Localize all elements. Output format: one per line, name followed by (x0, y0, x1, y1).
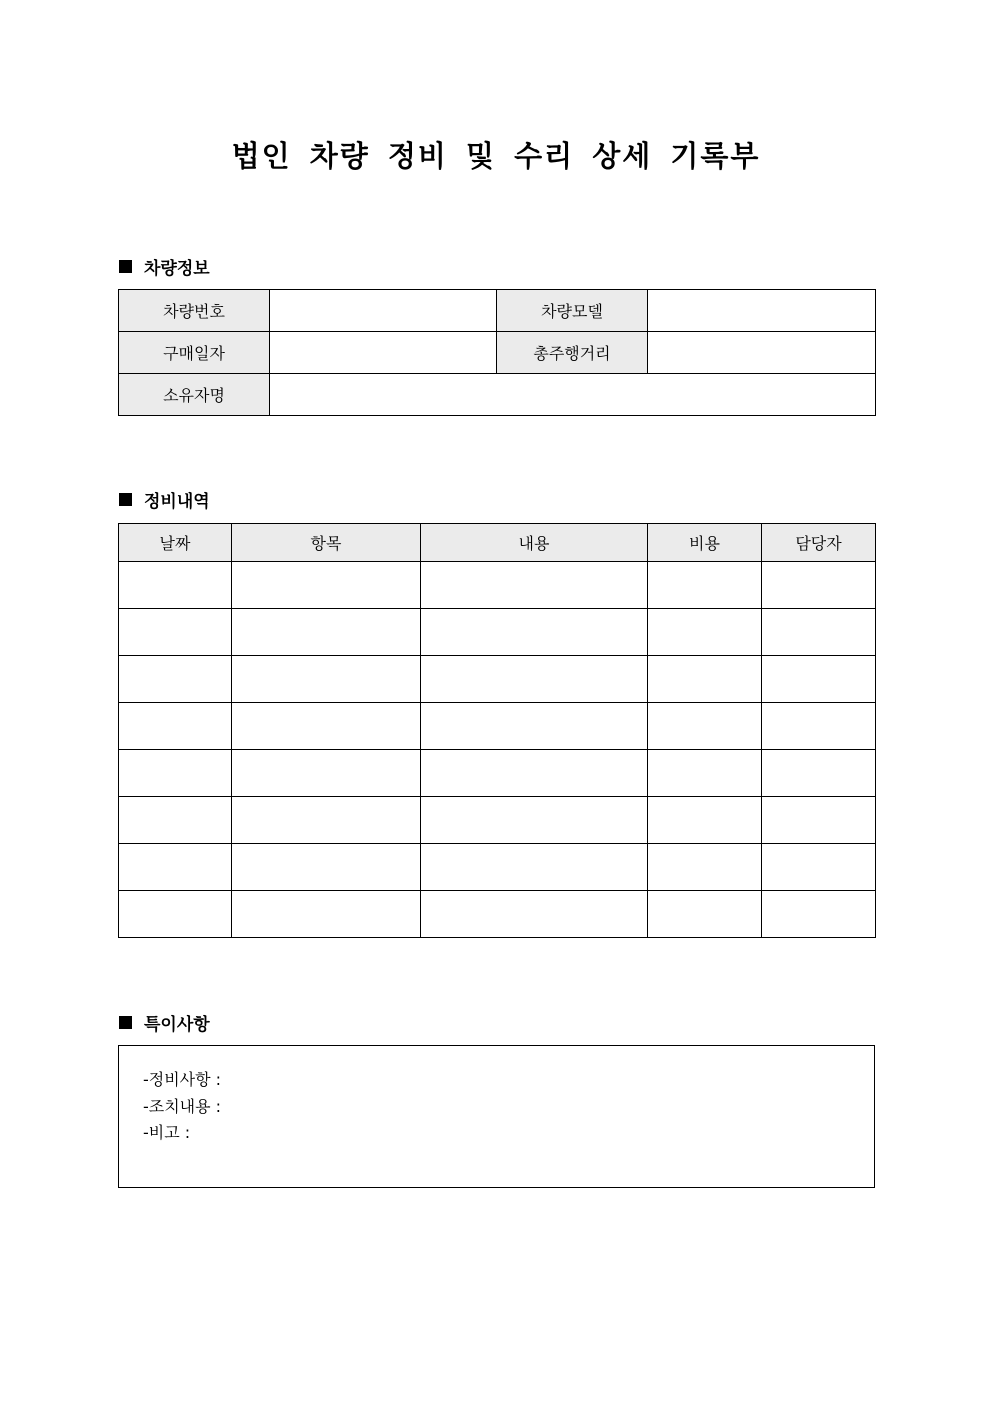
owner-name-label: 소유자명 (119, 374, 270, 416)
vehicle-row-2 (119, 332, 876, 374)
item-cell[interactable] (232, 703, 421, 750)
details-cell[interactable] (421, 844, 648, 891)
details-cell[interactable] (421, 703, 648, 750)
table-row (119, 609, 876, 656)
black-square-bullet-icon (119, 493, 132, 506)
item-cell[interactable] (232, 750, 421, 797)
column-header-item: 항목 (232, 524, 421, 562)
date-cell[interactable] (119, 797, 232, 844)
total-mileage-label: 총주행거리 (497, 332, 648, 374)
remarks-action-line: -조치내용 : (143, 1097, 222, 1116)
total-mileage-field[interactable] (648, 332, 876, 374)
date-cell[interactable] (119, 656, 232, 703)
vehicle-section-heading (119, 254, 210, 279)
table-row (119, 562, 876, 609)
manager-cell[interactable] (762, 609, 876, 656)
date-cell[interactable] (119, 562, 232, 609)
table-row (119, 656, 876, 703)
purchase-date-label: 구매일자 (119, 332, 270, 374)
column-header-date: 날짜 (119, 524, 232, 562)
maintenance-section-heading (119, 487, 210, 512)
details-cell[interactable] (421, 656, 648, 703)
plate-number-label: 차량번호 (119, 290, 270, 332)
remarks-section-title: 특이사항 (144, 1015, 210, 1035)
column-header-cost: 비용 (648, 524, 762, 562)
item-cell[interactable] (232, 844, 421, 891)
details-cell[interactable] (421, 609, 648, 656)
cost-cell[interactable] (648, 891, 762, 938)
remarks-box[interactable] (118, 1045, 875, 1188)
vehicle-row-1 (119, 290, 876, 332)
table-row (119, 703, 876, 750)
remarks-maintenance-line: -정비사항 : (143, 1070, 222, 1089)
maintenance-section-title: 정비내역 (144, 492, 210, 512)
table-row (119, 750, 876, 797)
manager-cell[interactable] (762, 656, 876, 703)
cost-cell[interactable] (648, 797, 762, 844)
vehicle-info-table (118, 289, 876, 416)
item-cell[interactable] (232, 797, 421, 844)
details-cell[interactable] (421, 750, 648, 797)
manager-cell[interactable] (762, 844, 876, 891)
date-cell[interactable] (119, 891, 232, 938)
manager-cell[interactable] (762, 797, 876, 844)
manager-cell[interactable] (762, 703, 876, 750)
column-header-details: 내용 (421, 524, 648, 562)
remarks-note-line: -비고 : (143, 1123, 191, 1142)
date-cell[interactable] (119, 750, 232, 797)
cost-cell[interactable] (648, 656, 762, 703)
item-cell[interactable] (232, 656, 421, 703)
table-row (119, 844, 876, 891)
details-cell[interactable] (421, 891, 648, 938)
black-square-bullet-icon (119, 260, 132, 273)
vehicle-row-3 (119, 374, 876, 416)
remarks-section-heading (119, 1010, 210, 1035)
model-field[interactable] (648, 290, 876, 332)
cost-cell[interactable] (648, 750, 762, 797)
date-cell[interactable] (119, 844, 232, 891)
item-cell[interactable] (232, 562, 421, 609)
date-cell[interactable] (119, 609, 232, 656)
black-square-bullet-icon (119, 1016, 132, 1029)
cost-cell[interactable] (648, 703, 762, 750)
item-cell[interactable] (232, 891, 421, 938)
model-label: 차량모델 (497, 290, 648, 332)
column-header-manager: 담당자 (762, 524, 876, 562)
table-row (119, 891, 876, 938)
owner-name-field[interactable] (270, 374, 876, 416)
vehicle-section-title: 차량정보 (144, 259, 210, 279)
purchase-date-field[interactable] (270, 332, 497, 374)
maintenance-table (118, 523, 876, 938)
page-title: 법인 차량 정비 및 수리 상세 기록부 (231, 139, 761, 173)
item-cell[interactable] (232, 609, 421, 656)
details-cell[interactable] (421, 797, 648, 844)
cost-cell[interactable] (648, 609, 762, 656)
manager-cell[interactable] (762, 562, 876, 609)
plate-number-field[interactable] (270, 290, 497, 332)
cost-cell[interactable] (648, 844, 762, 891)
manager-cell[interactable] (762, 891, 876, 938)
date-cell[interactable] (119, 703, 232, 750)
cost-cell[interactable] (648, 562, 762, 609)
details-cell[interactable] (421, 562, 648, 609)
maintenance-header-row (119, 524, 876, 562)
table-row (119, 797, 876, 844)
manager-cell[interactable] (762, 750, 876, 797)
